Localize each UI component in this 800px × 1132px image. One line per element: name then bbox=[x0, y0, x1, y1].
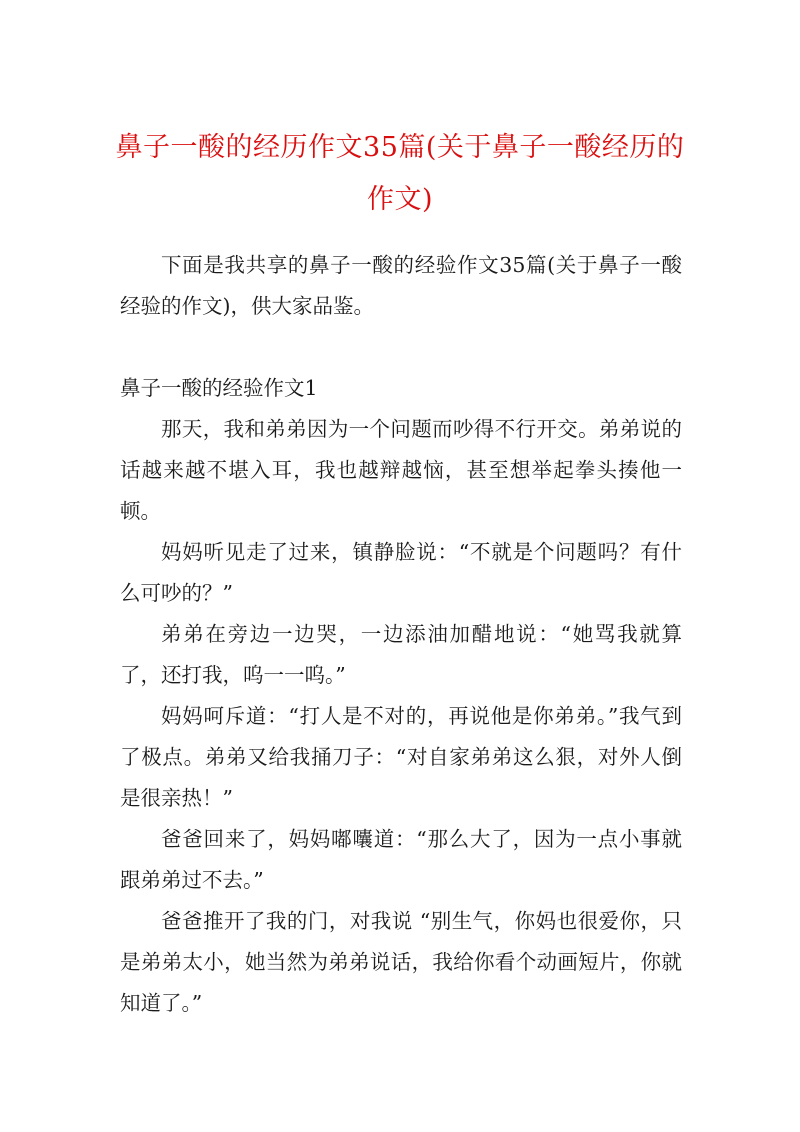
document-body bbox=[120, 245, 682, 1024]
document-title: 鼻子一酸的经历作文35篇(关于鼻子一酸经历的作文) bbox=[115, 132, 685, 215]
section-heading: 鼻子一酸的经验作文1 bbox=[120, 376, 318, 400]
body-paragraph: 爸爸回来了，妈妈嘟囔道：“那么大了，因为一点小事就跟弟弟过不去。” bbox=[120, 827, 682, 892]
intro-paragraph: 下面是我共享的鼻子一酸的经验作文35篇(关于鼻子一酸经验的作文)，供大家品鉴。 bbox=[120, 253, 682, 318]
body-paragraph: 妈妈呵斥道：“打人是不对的，再说他是你弟弟。”我气到了极点。弟弟又给我捅刀子：“对自家弟弟这么狠，对外人倒是很亲热！” bbox=[120, 704, 682, 810]
body-paragraph: 那天，我和弟弟因为一个问题而吵得不行开交。弟弟说的话越来越不堪入耳，我也越辩越恼，甚至想举起拳头揍他一顿。 bbox=[120, 417, 682, 523]
body-paragraph: 弟弟在旁边一边哭，一边添油加醋地说：“她骂我就算了，还打我，呜一一呜。” bbox=[120, 622, 682, 687]
body-paragraph: 爸爸推开了我的门，对我说 “别生气，你妈也很爱你，只是弟弟太小，她当然为弟弟说话，我给你看个动画短片，你就知道了。” bbox=[120, 909, 682, 1015]
body-paragraph: 妈妈听见走了过来，镇静脸说：“不就是个问题吗？有什么可吵的？” bbox=[120, 540, 682, 605]
